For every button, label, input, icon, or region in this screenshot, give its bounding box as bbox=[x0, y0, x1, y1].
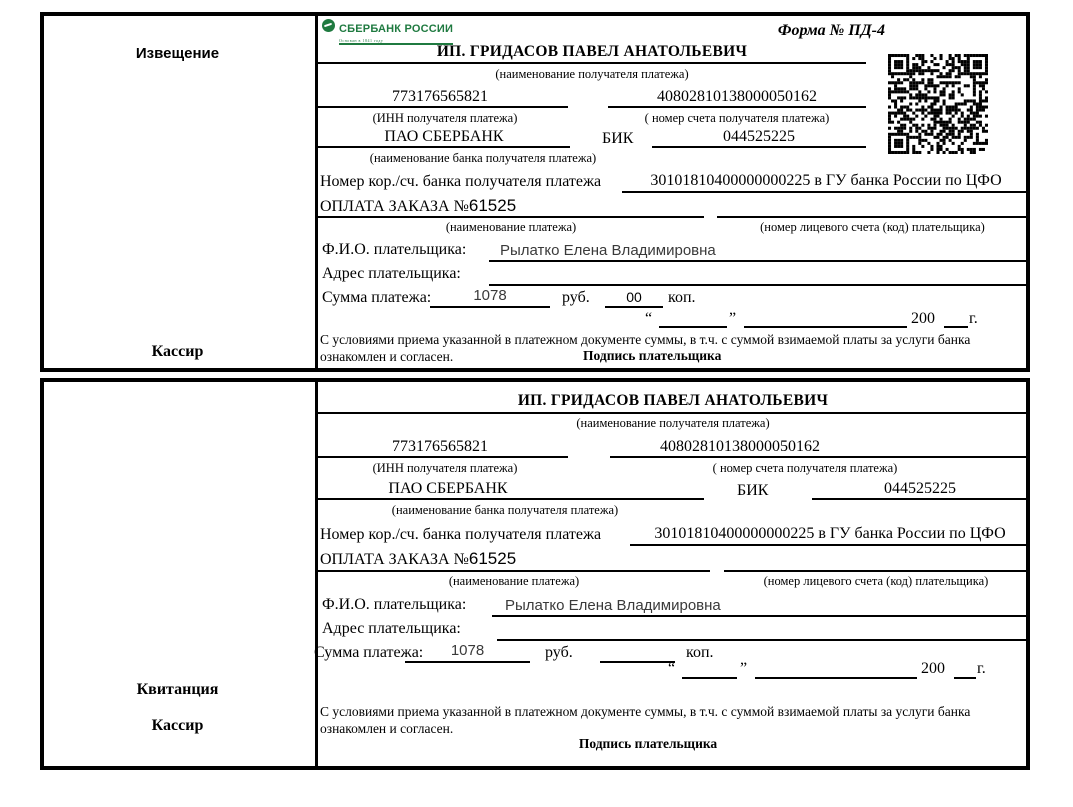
receipt-cashier-label: Кассир bbox=[151, 717, 204, 734]
payer-signature-label: Подпись плательщика bbox=[578, 736, 718, 751]
corr-account-label: Номер кор./сч. банка получателя платежа bbox=[320, 173, 602, 190]
rub-label: руб. bbox=[545, 644, 573, 661]
personal-account-caption: (номер лицевого счета (код) плательщика) bbox=[763, 574, 989, 588]
inn-value: 773176565821 bbox=[392, 438, 488, 455]
bank-name-value: ПАО СБЕРБАНК bbox=[388, 480, 508, 497]
recipient-name-line bbox=[318, 62, 866, 64]
amount-rub-value: 1078 bbox=[450, 642, 485, 659]
date-quote-close: ” bbox=[740, 660, 748, 677]
inn-caption: (ИНН получателя платежа) bbox=[372, 111, 518, 125]
payment-purpose bbox=[320, 550, 516, 569]
payment-purpose-label: ОПЛАТА ЗАКАЗА № bbox=[320, 551, 469, 568]
date-day-line bbox=[682, 677, 737, 679]
bik-label: БИК bbox=[602, 130, 634, 147]
payer-name-line bbox=[489, 260, 1028, 262]
payment-purpose-line bbox=[318, 216, 704, 218]
date-quote-open: “ bbox=[645, 310, 653, 327]
order-number: 61525 bbox=[468, 549, 517, 568]
payer-address-label: Адрес плательщика: bbox=[322, 265, 461, 282]
amount-kop-line bbox=[605, 306, 663, 308]
payment-purpose-caption: (наименование платежа) bbox=[445, 220, 577, 234]
bank-name-value: ПАО СБЕРБАНК bbox=[384, 128, 504, 145]
notice-left-divider bbox=[315, 12, 318, 372]
account-value: 40802810138000050162 bbox=[660, 438, 820, 455]
payer-address-line bbox=[489, 284, 1028, 286]
payer-address-label: Адрес плательщика: bbox=[322, 620, 461, 637]
agreement-text-line2: ознакомлен и согласен. bbox=[320, 721, 454, 736]
payer-name-value: Рылатко Елена Владимировна bbox=[505, 597, 721, 614]
recipient-name-caption: (наименование получателя платежа) bbox=[576, 416, 770, 430]
bank-name-line bbox=[318, 146, 570, 148]
sberbank-logo-text: СБЕРБАНК РОССИИ bbox=[339, 23, 454, 35]
sberbank-logo-icon bbox=[322, 19, 335, 32]
payer-address-line bbox=[497, 639, 1028, 641]
year-suffix: г. bbox=[969, 310, 978, 327]
qr-code bbox=[888, 54, 988, 154]
corr-account-line bbox=[630, 544, 1028, 546]
kop-label: коп. bbox=[668, 289, 696, 306]
payment-purpose-caption: (наименование платежа) bbox=[448, 574, 580, 588]
payment-purpose-label: ОПЛАТА ЗАКАЗА № bbox=[320, 198, 469, 215]
account-caption: ( номер счета получателя платежа) bbox=[712, 461, 898, 475]
corr-account-value: 30101810400000000225 в ГУ банка России по ЦФО bbox=[654, 525, 1006, 542]
bank-name-line bbox=[318, 498, 704, 500]
receipt-section-label: Квитанция bbox=[136, 681, 219, 698]
amount-rub-value: 1078 bbox=[473, 287, 507, 304]
amount-label: Сумма платежа: bbox=[322, 289, 432, 306]
payment-purpose-line bbox=[318, 570, 710, 572]
payer-name-label: Ф.И.О. плательщика: bbox=[322, 596, 467, 613]
kop-label: коп. bbox=[686, 644, 714, 661]
order-number: 61525 bbox=[468, 196, 517, 215]
date-month-line bbox=[744, 326, 907, 328]
inn-line bbox=[318, 456, 568, 458]
payment-purpose bbox=[320, 197, 516, 216]
date-quote-close: ” bbox=[729, 310, 737, 327]
amount-rub-line bbox=[405, 661, 530, 663]
year-prefix: 200 bbox=[921, 660, 945, 677]
year-line bbox=[944, 326, 968, 328]
personal-account-line bbox=[717, 216, 1028, 218]
corr-account-value: 30101810400000000225 в ГУ банка России по ЦФО bbox=[650, 172, 1002, 189]
year-line bbox=[954, 677, 976, 679]
agreement-text-line1: С условиями приема указанной в платежном документе суммы, в т.ч. с суммой взимаемой платы за услуги банка bbox=[320, 332, 971, 347]
agreement-text-line1: С условиями приема указанной в платежном документе суммы, в т.ч. с суммой взимаемой платы за услуги банка bbox=[320, 704, 971, 719]
account-caption: ( номер счета получателя платежа) bbox=[644, 111, 830, 125]
bank-name-caption: (наименование банка получателя платежа) bbox=[391, 503, 619, 517]
account-value: 40802810138000050162 bbox=[657, 88, 817, 105]
recipient-name-line bbox=[318, 412, 1028, 414]
inn-caption: (ИНН получателя платежа) bbox=[372, 461, 518, 475]
account-line bbox=[610, 456, 1028, 458]
bik-value: 044525225 bbox=[723, 128, 795, 145]
rub-label: руб. bbox=[562, 289, 590, 306]
inn-value: 773176565821 bbox=[392, 88, 488, 105]
corr-account-line bbox=[622, 191, 1028, 193]
year-suffix: г. bbox=[977, 660, 986, 677]
amount-rub-line bbox=[430, 306, 550, 308]
payer-signature-label: Подпись плательщика bbox=[583, 348, 722, 363]
personal-account-line bbox=[724, 570, 1028, 572]
amount-kop-line bbox=[600, 661, 675, 663]
amount-label: Сумма платежа: bbox=[314, 644, 424, 661]
recipient-name: ИП. ГРИДАСОВ ПАВЕЛ АНАТОЛЬЕВИЧ bbox=[517, 392, 829, 409]
corr-account-label: Номер кор./сч. банка получателя платежа bbox=[320, 526, 602, 543]
form-number: Форма № ПД-4 bbox=[777, 22, 885, 39]
inn-line bbox=[318, 106, 568, 108]
bik-label: БИК bbox=[737, 482, 769, 499]
notice-cashier-label: Кассир bbox=[151, 343, 204, 360]
bank-name-caption: (наименование банка получателя платежа) bbox=[369, 151, 597, 165]
recipient-name: ИП. ГРИДАСОВ ПАВЕЛ АНАТОЛЬЕВИЧ bbox=[436, 43, 748, 60]
date-day-line bbox=[659, 326, 727, 328]
date-month-line bbox=[755, 677, 917, 679]
payer-name-line bbox=[492, 615, 1028, 617]
bik-line bbox=[812, 498, 1028, 500]
receipt-left-divider bbox=[315, 378, 318, 770]
account-line bbox=[608, 106, 866, 108]
notice-section-label: Извещение bbox=[135, 45, 220, 62]
year-prefix: 200 bbox=[911, 310, 935, 327]
amount-kop-value: 00 bbox=[626, 289, 642, 305]
agreement-text-line2: ознакомлен и согласен. bbox=[320, 349, 454, 364]
recipient-name-caption: (наименование получателя платежа) bbox=[495, 67, 689, 81]
date-quote-open: “ bbox=[668, 660, 676, 677]
bik-value: 044525225 bbox=[884, 480, 956, 497]
sberbank-logo-tagline: Основан в 1841 году bbox=[339, 38, 384, 43]
personal-account-caption: (номер лицевого счета (код) плательщика) bbox=[760, 220, 985, 234]
sberbank-logo bbox=[322, 19, 453, 45]
bik-line bbox=[652, 146, 866, 148]
payer-name-value: Рылатко Елена Владимировна bbox=[500, 242, 716, 259]
payer-name-label: Ф.И.О. плательщика: bbox=[322, 241, 467, 258]
